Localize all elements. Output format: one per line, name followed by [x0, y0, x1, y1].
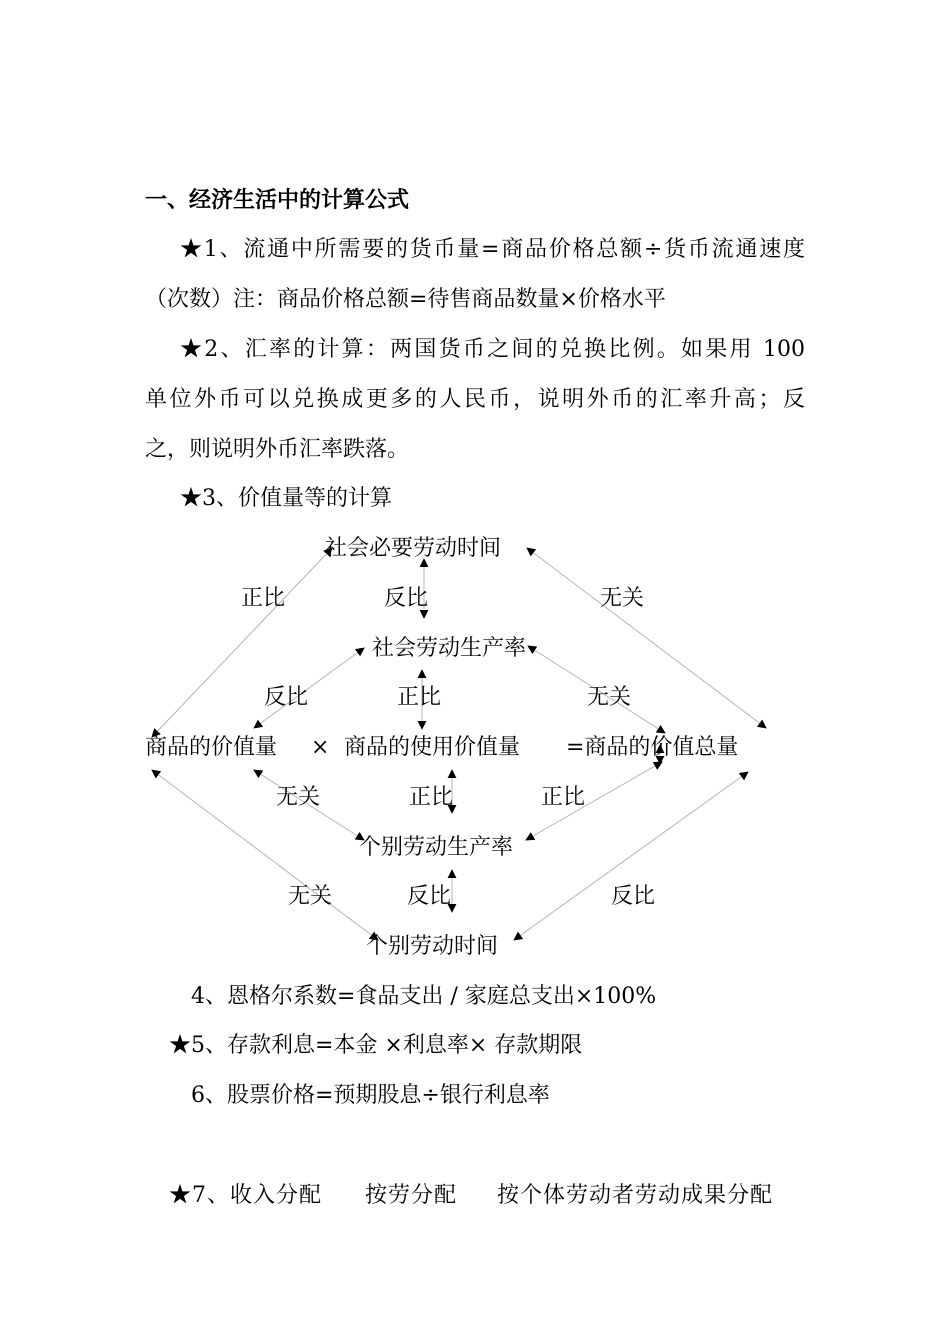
relation-label: 反比 — [611, 884, 656, 909]
relation-label: 正比 — [397, 685, 442, 710]
item-2-line-1: ★2、汇率的计算：两国货币之间的兑换比例。如果用 100 — [180, 337, 805, 362]
item-7-label: ★7、收入分配 — [169, 1183, 322, 1208]
item-5-deposit-interest: ★5、存款利息=本金 ×利息率× 存款期限 — [169, 1033, 583, 1058]
relation-label: 无关 — [276, 785, 321, 810]
relation-label: 正比 — [541, 785, 586, 810]
section-heading: 一、经济生活中的计算公式 — [145, 188, 410, 213]
connector-social-time-to-total — [527, 548, 766, 728]
relation-label: 正比 — [241, 586, 286, 611]
node-individual-labor-productivity: 个别劳动生产率 — [359, 835, 514, 860]
node-total-value: =商品的价值总量 — [566, 735, 739, 760]
item-1-line-1: ★1、流通中所需要的货币量=商品价格总额÷货币流通速度 — [180, 237, 805, 262]
relation-label: 反比 — [407, 884, 452, 909]
multiply-sign: × — [311, 735, 330, 760]
node-commodity-value: 商品的价值量 — [145, 735, 278, 760]
node-use-value: 商品的使用价值量 — [344, 735, 521, 760]
item-2-line-3: 之，则说明外币汇率跌落。 — [145, 437, 410, 462]
relation-label: 无关 — [587, 685, 632, 710]
item-7-distribution-by-labor: 按劳分配 — [365, 1183, 458, 1208]
node-social-labor-productivity: 社会劳动生产率 — [372, 636, 527, 661]
relation-label: 无关 — [288, 884, 333, 909]
item-4-engel-coefficient: 4、恩格尔系数=食品支出 / 家庭总支出×100% — [191, 984, 657, 1009]
node-individual-labor-time: 个别劳动时间 — [366, 934, 499, 959]
item-3-title: ★3、价值量等的计算 — [180, 486, 392, 511]
item-2-line-2: 单位外币可以兑换成更多的人民币，说明外币的汇率升高；反 — [145, 387, 805, 412]
relation-label: 无关 — [600, 586, 645, 611]
relation-label: 反比 — [264, 685, 309, 710]
connector-value-to-individual-time — [152, 770, 378, 940]
node-social-necessary-labor-time: 社会必要劳动时间 — [325, 536, 502, 561]
item-1-line-2: （次数）注：商品价格总额=待售商品数量×价格水平 — [145, 287, 666, 312]
relation-label: 反比 — [384, 586, 429, 611]
item-6-stock-price: 6、股票价格=预期股息÷银行利息率 — [191, 1083, 550, 1108]
relation-label: 正比 — [409, 785, 454, 810]
item-7-individual-labor-distribution: 按个体劳动者劳动成果分配 — [497, 1183, 774, 1208]
